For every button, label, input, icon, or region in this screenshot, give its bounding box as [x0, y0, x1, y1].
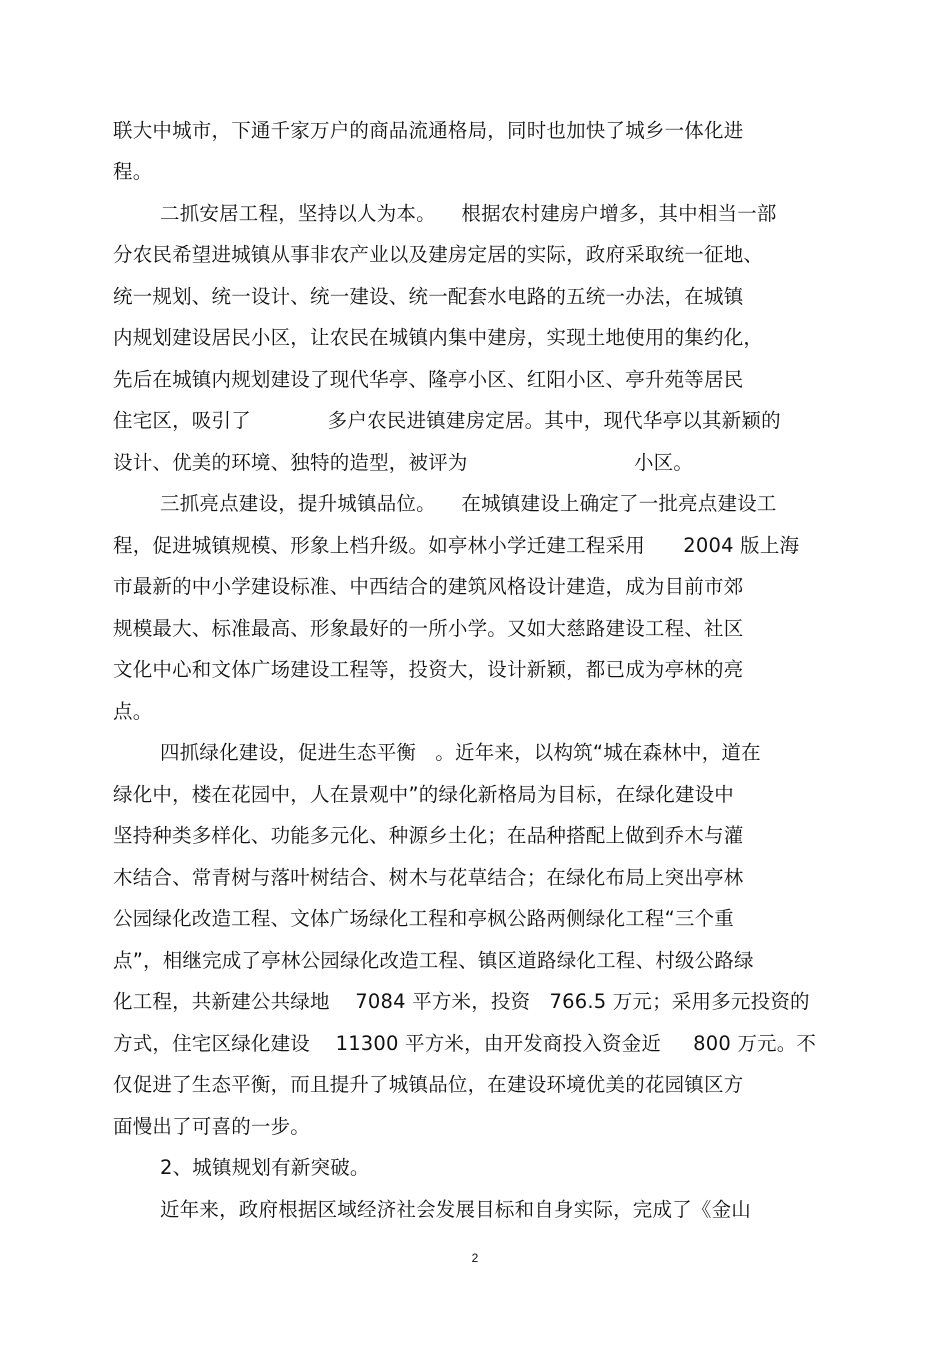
- text-line: 文化中心和文体广场建设工程等，投资大，设计新颖，都已成为亭林的亮: [113, 658, 744, 681]
- text-line: 木结合、常青树与落叶树结合、树木与花草结合；在绿化布局上突出亭林: [113, 866, 744, 889]
- text-line: 绿化中，楼在花园中，人在景观中”的绿化新格局为目标，在绿化建设中: [113, 783, 735, 806]
- text-line: 二抓安居工程，坚持以人为本。 根据农村建房户增多，其中相当一部: [160, 202, 777, 225]
- text-line: 坚持种类多样化、功能多元化、种源乡土化；在品种搭配上做到乔木与灌: [113, 824, 744, 847]
- text-line: 点”，相继完成了亭林公园绿化改造工程、镇区道路绿化工程、村级公路绿: [113, 949, 754, 972]
- text-line: 三抓亮点建设，提升城镇品位。 在城镇建设上确定了一批亮点建设工: [160, 492, 777, 515]
- text-line: 面慢出了可喜的一步。: [113, 1115, 311, 1138]
- text-line: 仅促进了生态平衡，而且提升了城镇品位，在建设环境优美的花园镇区方: [113, 1073, 744, 1096]
- text-line: 内规划建设居民小区，让农民在城镇内集中建房，实现土地使用的集约化，: [113, 326, 764, 349]
- text-line: 方式，住宅区绿化建设 11300 平方米，由开发商投入资金近 800 万元。不: [113, 1032, 817, 1055]
- page-number: 2: [471, 1251, 479, 1265]
- text-line: 设计、优美的环境、独特的造型，被评为 小区。: [113, 451, 694, 474]
- text-line: 分农民希望进城镇从事非农产业以及建房定居的实际，政府采取统一征地、: [113, 243, 764, 266]
- text-line: 先后在城镇内规划建设了现代华亭、隆亭小区、红阳小区、亭升苑等居民: [113, 368, 744, 391]
- section-heading: 2、城镇规划有新突破。: [160, 1156, 370, 1179]
- text-line: 统一规划、统一设计、统一建设、统一配套水电路的五统一办法，在城镇: [113, 285, 744, 308]
- text-line: 联大中城市，下通千家万户的商品流通格局，同时也加快了城乡一体化进: [113, 119, 744, 142]
- text-line: 公园绿化改造工程、文体广场绿化工程和亭枫公路两侧绿化工程“三个重: [113, 907, 735, 930]
- text-line: 程，促进城镇规模、形象上档升级。如亭林小学迁建工程采用 2004 版上海: [113, 534, 800, 557]
- text-line: 四抓绿化建设，促进生态平衡 。近年来，以构筑“城在森林中，道在: [160, 741, 761, 764]
- text-line: 近年来，政府根据区域经济社会发展目标和自身实际，完成了《金山: [160, 1198, 752, 1221]
- text-line: 点。: [113, 700, 153, 723]
- text-line: 化工程，共新建公共绿地 7084 平方米，投资 766.5 万元；采用多元投资的: [113, 990, 810, 1013]
- text-line: 住宅区，吸引了 多户农民进镇建房定居。其中，现代华亭以其新颖的: [113, 409, 781, 432]
- text-line: 市最新的中小学建设标准、中西结合的建筑风格设计建造，成为目前市郊: [113, 575, 744, 598]
- text-line: 程。: [113, 160, 153, 183]
- text-line: 规模最大、标准最高、形象最好的一所小学。又如大慈路建设工程、社区: [113, 617, 744, 640]
